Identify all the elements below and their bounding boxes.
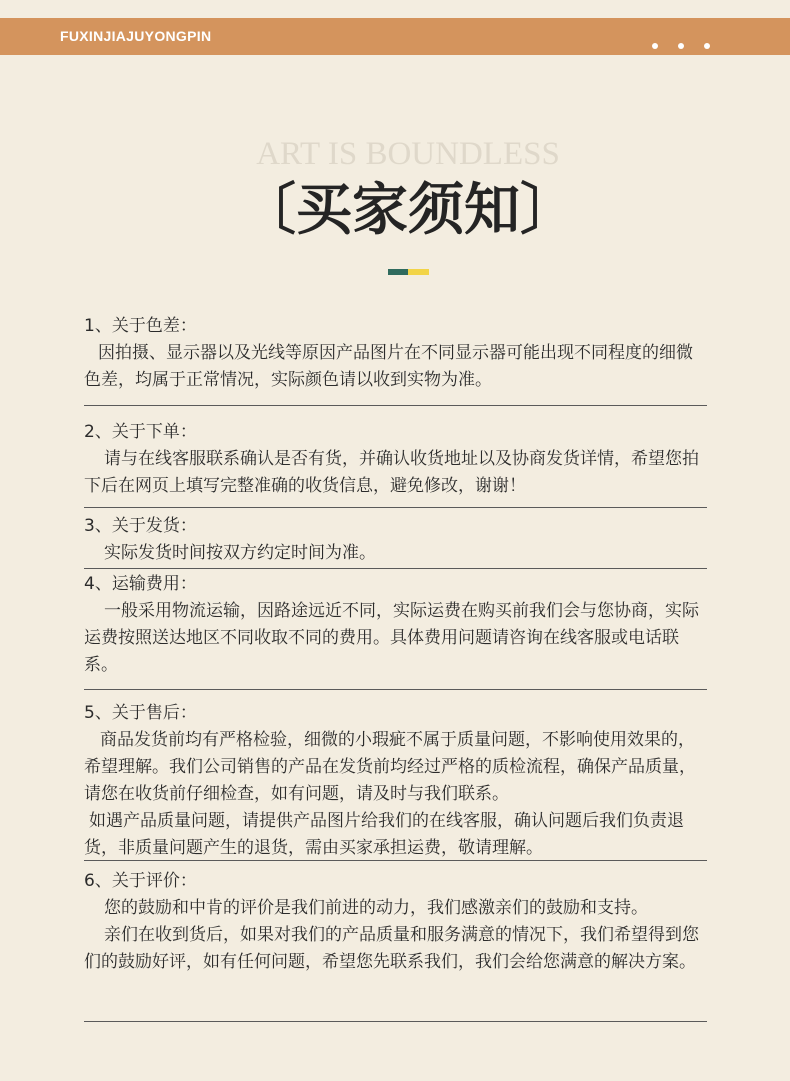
section-title: 4、运输费用：	[84, 574, 197, 594]
dot-icon	[678, 43, 684, 49]
notice-section-color	[84, 313, 707, 406]
section-paragraph: 实际发货时间按双方约定时间为准。	[104, 543, 376, 563]
dot-icon	[704, 43, 710, 49]
section-paragraph: 亲们在收到货后，如果对我们的产品质量和服务满意的情况下，我们希望得到您们的鼓励好评，如有任何问题，希望您先联系我们，我们会给您满意的解决方案。	[84, 925, 699, 972]
title-accent-bar	[388, 269, 429, 275]
section-title: 2、关于下单：	[84, 422, 197, 442]
section-title: 6、关于评价：	[84, 871, 197, 891]
section-paragraph: 商品发货前均有严格检验，细微的小瑕疵不属于质量问题，不影响使用效果的，希望理解。我们公司销售的产品在发货前均经过严格的质检流程，确保产品质量，请您在收货前仔细检查，如有问题，请及时与我们联系。	[84, 730, 696, 804]
section-paragraph: 一般采用物流运输，因路途远近不同，实际运费在购买前我们会与您协商，实际运费按照送达地区不同收取不同的费用。具体费用问题请咨询在线客服或电话联系。	[84, 601, 699, 675]
notice-section-review	[84, 868, 707, 1022]
section-paragraph: 因拍摄、显示器以及光线等原因产品图片在不同显示器可能出现不同程度的细微色差，均属于正常情况，实际颜色请以收到实物为准。	[84, 343, 693, 390]
accent-teal-block	[388, 269, 408, 275]
page-title: 〔买家须知〕	[240, 178, 576, 243]
section-title: 3、关于发货：	[84, 516, 197, 536]
section-title: 5、关于售后：	[84, 703, 197, 723]
notice-section-freight	[84, 571, 707, 690]
menu-dots-icon	[632, 34, 710, 40]
notice-section-order	[84, 419, 707, 508]
section-paragraph: 您的鼓励和中肯的评价是我们前进的动力，我们感激亲们的鼓励和支持。	[104, 898, 648, 918]
header-bar	[0, 18, 790, 55]
section-paragraph: 请与在线客服联系确认是否有货，并确认收货地址以及协商发货详情，希望您拍下后在网页上填写完整准确的收货信息，避免修改，谢谢！	[84, 449, 699, 496]
english-subtitle: ART IS BOUNDLESS	[256, 136, 560, 172]
section-paragraph: 如遇产品质量问题，请提供产品图片给我们的在线客服，确认问题后我们负责退货，非质量问题产生的退货，需由买家承担运费，敬请理解。	[84, 811, 684, 858]
brand-name: FUXINJIAJUYONGPIN	[60, 28, 212, 44]
notice-section-after-sales	[84, 700, 707, 861]
section-title: 1、关于色差：	[84, 316, 197, 336]
notice-section-shipping	[84, 513, 707, 569]
accent-yellow-block	[408, 269, 429, 275]
dot-icon	[652, 43, 658, 49]
